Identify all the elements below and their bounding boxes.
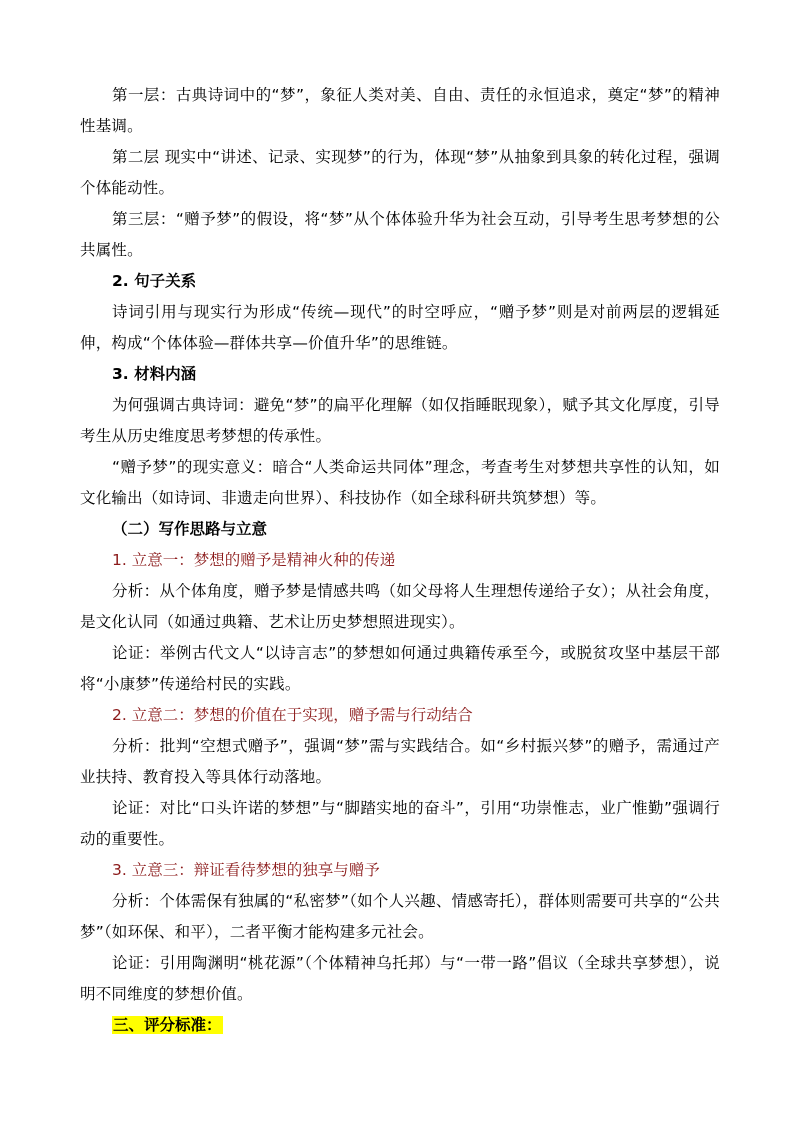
layer1-paragraph: 第一层：古典诗词中的“梦”，象征人类对美、自由、责任的永恒追求，奠定“梦”的精神性基调。: [80, 86, 720, 135]
idea2-title: 2. 立意二：梦想的价值在于实现，赠予需与行动结合: [112, 706, 473, 724]
idea2-analysis: 分析：批判“空想式赠予”，强调“梦”需与实践结合。如“乡村振兴梦”的赠予，需通过产业扶持、教育投入等具体行动落地。: [80, 737, 720, 786]
idea1-title: 1. 立意一：梦想的赠予是精神火种的传递: [112, 551, 396, 569]
document-page: [80, 80, 720, 1041]
sentence-relation-paragraph: 诗词引用与现实行为形成“传统—现代”的时空呼应，“赠予梦”则是对前两层的逻辑延伸，构成“个体体验—群体共享—价值升华”的思维链。: [80, 303, 720, 352]
idea1-argument: 论证：举例古代文人“以诗言志”的梦想如何通过典籍传承至今，或脱贫攻坚中基层干部将“小康梦”传递给村民的实践。: [80, 644, 720, 693]
idea1-analysis: 分析：从个体角度，赠予梦是情感共鸣（如父母将人生理想传递给子女）；从社会角度，是文化认同（如通过典籍、艺术让历史梦想照进现实）。: [80, 582, 720, 631]
material-meaning-paragraph-2: “赠予梦”的现实意义：暗合“人类命运共同体”理念，考查考生对梦想共享性的认知，如文化输出（如诗词、非遗走向世界）、科技协作（如全球科研共筑梦想）等。: [80, 458, 720, 507]
sentence-relation-heading: 2. 句子关系: [112, 272, 197, 290]
idea3-title: 3. 立意三：辩证看待梦想的独享与赠予: [112, 861, 380, 879]
material-meaning-paragraph-1: 为何强调古典诗词：避免“梦”的扁平化理解（如仅指睡眠现象），赋予其文化厚度，引导考生从历史维度思考梦想的传承性。: [80, 396, 720, 445]
idea3-analysis: 分析：个体需保有独属的“私密梦”（如个人兴趣、情感寄托），群体则需要可共享的“公共梦”（如环保、和平），二者平衡才能构建多元社会。: [80, 892, 720, 941]
layer2-paragraph: 第二层 现实中“讲述、记录、实现梦”的行为，体现“梦”从抽象到具象的转化过程，强调个体能动性。: [80, 148, 720, 197]
scoring-heading-line: [80, 1010, 720, 1041]
idea3-argument: 论证：引用陶渊明“桃花源”（个体精神乌托邦）与“一带一路”倡议（全球共享梦想），说明不同维度的梦想价值。: [80, 954, 720, 1003]
layer3-paragraph: 第三层：“赠予梦”的假设，将“梦”从个体体验升华为社会互动，引导考生思考梦想的公共属性。: [80, 210, 720, 259]
scoring-heading: 三、评分标准：: [113, 1016, 222, 1034]
writing-ideas-heading: （二）写作思路与立意: [112, 520, 268, 538]
material-meaning-heading: 3. 材料内涵: [112, 365, 197, 383]
idea2-argument: 论证：对比“口头许诺的梦想”与“脚踏实地的奋斗”，引用“功崇惟志，业广惟勤”强调行动的重要性。: [80, 799, 720, 848]
